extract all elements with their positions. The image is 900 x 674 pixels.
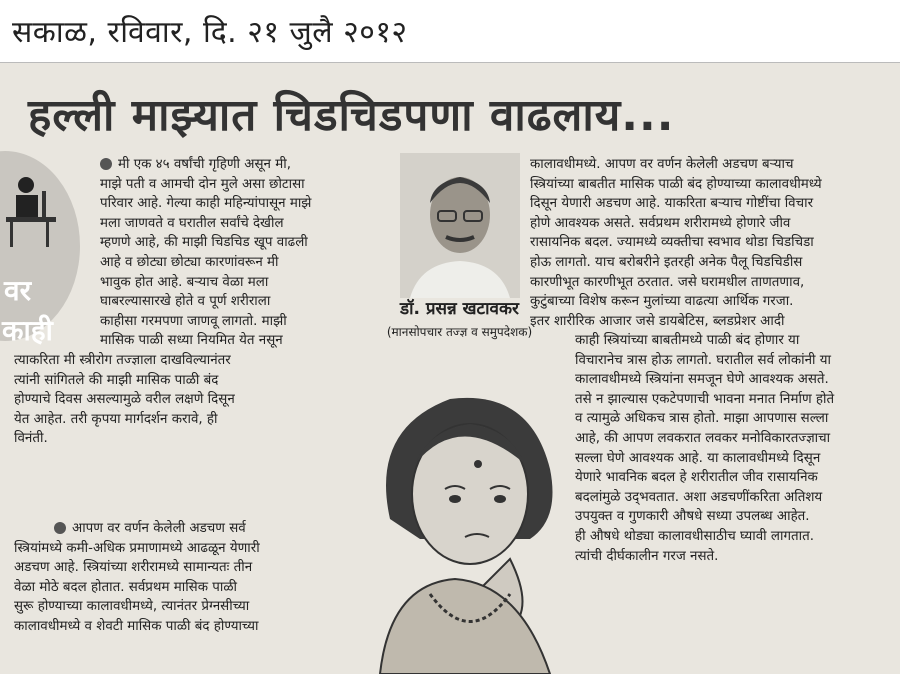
question-cont-line-1: त्यांनी सांगितले की माझी मासिक पाळी बंद [14, 372, 219, 388]
answer-left-line-3: वेळा मोठे बदल होतात. सर्वप्रथम मासिक पाळी [14, 579, 237, 595]
answer-right-line-6: कारणीभूत कारणीभूत ठरतात. जसे घरामधील ताणतणाव, [530, 274, 805, 290]
answer-right-line-1: स्त्रियांच्या बाबतीत मासिक पाळी बंद होण्याच्या कालावधीमध्ये [530, 176, 822, 192]
answer-right-line-15: सल्ला घेणे आवश्यक आहे. या कालावधीमध्ये दिसून [575, 450, 821, 466]
answer-right-block [530, 155, 892, 331]
answer-right-line-18: उपयुक्त व गुणकारी औषधे सध्या उपलब्ध आहेत. [575, 509, 810, 525]
answer-right-line-17: बदलांमुळे उद्‌भवतात. अशा अडचणींकरिता अतिशय [575, 489, 823, 505]
answer-right-line-7: कुटुंबाच्या विशेष करून मुलांच्या वाढत्या आर्थिक गरजा. [530, 294, 794, 310]
question-line-5: आहे व छोट्या छोट्या कारणांवरून मी [100, 254, 279, 270]
answer-right-line-19: ही औषधे थोड्या कालावधीसाठीच घ्यावी लागतात. [575, 528, 814, 544]
answer-right-line-5: होऊ लागतो. याच बरोबरीने इतरही अनेक पैलू चिडचिडीस [530, 254, 803, 270]
answer-right-line-0: कालावधीमध्ये. आपण वर वर्णन केलेली अडचण बऱ्याच [530, 157, 794, 172]
question-line-4: म्हणणे आहे, की माझी चिडचिड खूप वाढली [100, 235, 308, 251]
answer-right-line-11: कालावधीमध्ये स्त्रियांना समजून घेणे आवश्यक असते. [575, 372, 829, 388]
question-block [100, 155, 392, 351]
answer-right-block-lower [575, 331, 892, 566]
question-line-9: मासिक पाळी सध्या नियमित येत नसून [100, 333, 283, 349]
author-byline [372, 296, 547, 340]
question-continued [14, 351, 364, 449]
side-label-bottom: काही [2, 314, 53, 347]
question-line-2: परिवार आहे. गेल्या काही महिन्यांपासून माझे [100, 196, 312, 212]
question-bullet-icon [100, 158, 112, 170]
headline: हल्ली माझ्यात चिडचिडपणा वाढलाय... [28, 90, 675, 141]
answer-right-line-4: रासायनिक बदल. ज्यामध्ये व्यक्तीचा स्वभाव थोडा चिडचिडा [530, 235, 814, 251]
answer-right-line-2: दिसून येणारी अडचण आहे. याकरिता बऱ्याच गोष्टींचा विचार [530, 196, 814, 212]
question-cont-line-2: होण्याचे दिवस असल्यामुळे वरील लक्षणे दिसून [14, 392, 235, 408]
author-photo [400, 153, 520, 298]
question-line-7: घाबरल्यासारखे होते व पूर्ण शरीराला [100, 294, 271, 310]
question-cont-line-3: येत आहेत. तरी कृपया मार्गदर्शन करावे, ही [14, 411, 218, 427]
question-cont-line-0: त्याकरिता मी स्त्रीरोग तज्ज्ञाला दाखविल्यानंतर [14, 353, 231, 368]
author-portrait-icon [400, 153, 520, 298]
question-line-3: मला जाणवते व घरातील सर्वांचे देखील [100, 215, 284, 231]
answer-right-line-13: व त्यामुळे अधिकच त्रास होतो. माझा आपणास सल्ला [575, 411, 829, 427]
answer-left-line-1: स्त्रियांमध्ये कमी-अधिक प्रमाणामध्ये आढळून येणारी [14, 540, 260, 556]
side-label-top: वर [4, 274, 32, 307]
woman-illustration [360, 369, 575, 674]
answer-right-line-12: तसे न झाल्यास एकटेपणाची भावना मनात निर्माण होते [575, 391, 835, 407]
author-name: डॉ. प्रसन्न खटावकर [400, 299, 519, 319]
answer-left-line-5: कालावधीमध्ये व शेवटी मासिक पाळी बंद होण्याच्या [14, 618, 259, 634]
question-line-8: काहीसा गरमपणा जाणवू लागतो. माझी [100, 313, 287, 329]
answer-left-block [14, 519, 349, 637]
question-line-6: भावुक होत आहे. बऱ्याच वेळा मला [100, 274, 269, 290]
answer-right-line-10: विचारानेच त्रास होऊ लागतो. घरातील सर्व लोकांनी या [575, 352, 831, 368]
worried-woman-icon [360, 369, 575, 674]
answer-left-line-2: अडचण आहे. स्त्रियांच्या शरीरामध्ये सामान्यतः तीन [14, 560, 253, 576]
question-cont-line-4: विनंती. [14, 431, 48, 447]
author-role: (मानसोपचार तज्ज्ञ व समुपदेशक) [386, 325, 533, 339]
question-line-1: माझे पती व आमची दोन मुले असा छोटासा [100, 176, 305, 192]
side-column-graphic [0, 151, 82, 371]
person-at-desk-icon [6, 171, 56, 251]
page-header [0, 0, 900, 62]
answer-bullet-icon [54, 522, 66, 534]
answer-right-line-9: काही स्त्रियांच्या बाबतीमध्ये पाळी बंद होणार या [575, 333, 800, 348]
dateline: सकाळ, रविवार, दि. २१ जुलै २०१२ [12, 15, 408, 50]
answer-right-line-8: इतर शारीरिक आजार जसे डायबेटिस, ब्लडप्रेशर आदी [530, 313, 785, 329]
answer-right-line-16: येणारे भावनिक बदल हे शरीरातील जीव रासायनिक [575, 470, 818, 486]
answer-right-line-3: होणे आवश्यक असते. सर्वप्रथम शरीरामध्ये होणारे जीव [530, 215, 791, 231]
answer-left-line-4: सुरू होण्याच्या कालावधीमध्ये, त्यानंतर प्रेग्नसीच्या [14, 599, 250, 615]
newspaper-clipping [0, 62, 900, 674]
answer-right-line-14: आहे, की आपण लवकरात लवकर मनोविकारतज्ज्ञाचा [575, 430, 831, 446]
answer-left-line-0: आपण वर वर्णन केलेली अडचण सर्व [14, 519, 349, 539]
answer-right-line-20: त्यांची दीर्घकालीन गरज नसते. [575, 548, 719, 564]
question-line-0: मी एक ४५ वर्षांची गृहिणी असून मी, [100, 155, 392, 175]
